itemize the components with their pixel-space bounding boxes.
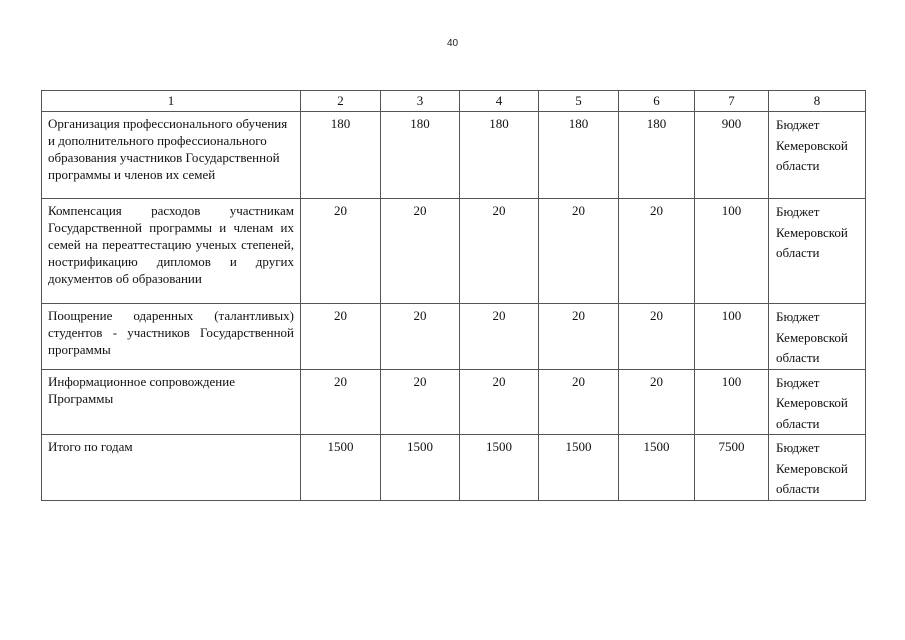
value-cell: 1500 bbox=[460, 435, 539, 501]
table-row bbox=[42, 435, 866, 501]
table-row bbox=[42, 369, 866, 435]
value-cell: 180 bbox=[539, 112, 619, 199]
table-row bbox=[42, 199, 866, 304]
value-cell: 20 bbox=[619, 199, 695, 304]
header-row bbox=[42, 91, 866, 112]
table-row bbox=[42, 112, 866, 199]
value-cell: 20 bbox=[460, 199, 539, 304]
value-cell: 20 bbox=[381, 199, 460, 304]
total-cell: 100 bbox=[695, 304, 769, 370]
value-cell: 20 bbox=[301, 369, 381, 435]
row-name-cell: Информационное сопровождение Программы bbox=[42, 369, 301, 435]
value-cell: 1500 bbox=[539, 435, 619, 501]
source-cell: Бюджет Кемеровской области bbox=[769, 435, 866, 501]
value-cell: 180 bbox=[301, 112, 381, 199]
row-name-cell: Поощрение одаренных (талантливых) студентов - участников Государственной программы bbox=[42, 304, 301, 370]
table-row bbox=[42, 304, 866, 370]
value-cell: 20 bbox=[460, 369, 539, 435]
column-header: 7 bbox=[695, 91, 769, 112]
total-cell: 7500 bbox=[695, 435, 769, 501]
value-cell: 1500 bbox=[619, 435, 695, 501]
value-cell: 20 bbox=[381, 304, 460, 370]
column-header: 6 bbox=[619, 91, 695, 112]
value-cell: 20 bbox=[301, 199, 381, 304]
value-cell: 20 bbox=[301, 304, 381, 370]
row-name-cell: Итого по годам bbox=[42, 435, 301, 501]
value-cell: 1500 bbox=[381, 435, 460, 501]
value-cell: 20 bbox=[539, 369, 619, 435]
total-cell: 100 bbox=[695, 369, 769, 435]
source-cell: Бюджет Кемеровской области bbox=[769, 304, 866, 370]
value-cell: 20 bbox=[539, 199, 619, 304]
page-number: 40 bbox=[446, 38, 459, 49]
budget-table bbox=[41, 90, 866, 501]
value-cell: 20 bbox=[619, 304, 695, 370]
value-cell: 180 bbox=[460, 112, 539, 199]
value-cell: 20 bbox=[619, 369, 695, 435]
column-header: 1 bbox=[42, 91, 301, 112]
value-cell: 20 bbox=[539, 304, 619, 370]
total-cell: 100 bbox=[695, 199, 769, 304]
value-cell: 1500 bbox=[301, 435, 381, 501]
value-cell: 20 bbox=[460, 304, 539, 370]
row-name-cell: Организация профессионального обучения и дополнительного профессионального образования участников Государственной программы и членов их семей bbox=[42, 112, 301, 199]
source-cell: Бюджет Кемеровской области bbox=[769, 199, 866, 304]
value-cell: 180 bbox=[381, 112, 460, 199]
total-cell: 900 bbox=[695, 112, 769, 199]
source-cell: Бюджет Кемеровской области bbox=[769, 369, 866, 435]
column-header: 3 bbox=[381, 91, 460, 112]
value-cell: 20 bbox=[381, 369, 460, 435]
value-cell: 180 bbox=[619, 112, 695, 199]
column-header: 4 bbox=[460, 91, 539, 112]
column-header: 2 bbox=[301, 91, 381, 112]
source-cell: Бюджет Кемеровской области bbox=[769, 112, 866, 199]
column-header: 8 bbox=[769, 91, 866, 112]
row-name-cell: Компенсация расходов участникам Государственной программы и членам их семей на переаттестацию ученых степеней, нострификацию дипломов и других документов об образовании bbox=[42, 199, 301, 304]
column-header: 5 bbox=[539, 91, 619, 112]
